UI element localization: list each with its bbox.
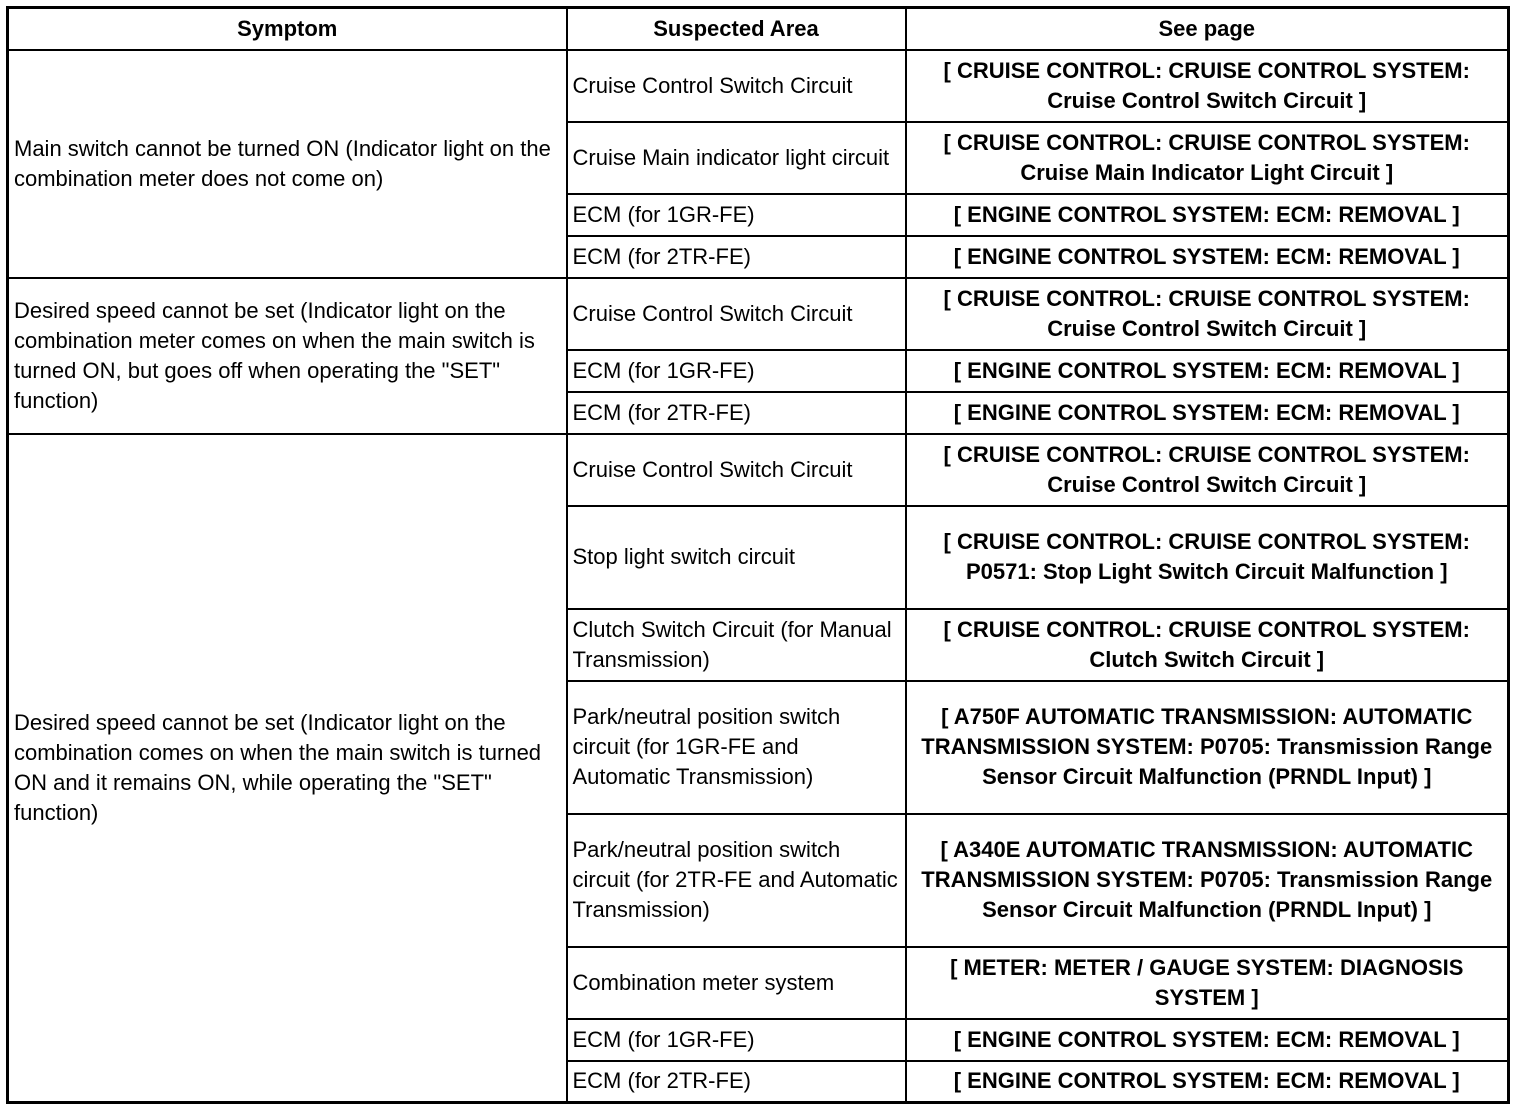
see-page-link[interactable]: [ CRUISE CONTROL: CRUISE CONTROL SYSTEM: Clutch Switch Circuit ] (906, 609, 1509, 681)
table-row (8, 434, 1509, 506)
suspected-area-cell: ECM (for 2TR-FE) (567, 1061, 906, 1103)
header-row (8, 8, 1509, 50)
suspected-area-cell: ECM (for 1GR-FE) (567, 350, 906, 392)
see-page-link[interactable]: [ ENGINE CONTROL SYSTEM: ECM: REMOVAL ] (906, 392, 1509, 434)
suspected-area-cell: Clutch Switch Circuit (for Manual Transmission) (567, 609, 906, 681)
suspected-area-cell: Cruise Control Switch Circuit (567, 434, 906, 506)
see-page-link[interactable]: [ A340E AUTOMATIC TRANSMISSION: AUTOMATIC TRANSMISSION SYSTEM: P0705: Transmission Range Sensor Circuit Malfunction (PRNDL Input) ] (906, 814, 1509, 947)
see-page-link[interactable]: [ CRUISE CONTROL: CRUISE CONTROL SYSTEM: Cruise Control Switch Circuit ] (906, 434, 1509, 506)
see-page-link[interactable]: [ ENGINE CONTROL SYSTEM: ECM: REMOVAL ] (906, 194, 1509, 236)
see-page-link[interactable]: [ ENGINE CONTROL SYSTEM: ECM: REMOVAL ] (906, 350, 1509, 392)
see-page-link[interactable]: [ ENGINE CONTROL SYSTEM: ECM: REMOVAL ] (906, 1019, 1509, 1061)
header-symptom: Symptom (8, 8, 567, 50)
symptom-cell: Desired speed cannot be set (Indicator light on the combination comes on when the main switch is turned ON and it remains ON, while operating the "SET" function) (8, 434, 567, 1103)
suspected-area-cell: Cruise Control Switch Circuit (567, 278, 906, 350)
suspected-area-cell: Park/neutral position switch circuit (for 2TR-FE and Automatic Transmission) (567, 814, 906, 947)
header-suspected-area: Suspected Area (567, 8, 906, 50)
suspected-area-cell: ECM (for 1GR-FE) (567, 1019, 906, 1061)
header-see-page: See page (906, 8, 1509, 50)
see-page-link[interactable]: [ METER: METER / GAUGE SYSTEM: DIAGNOSIS SYSTEM ] (906, 947, 1509, 1019)
suspected-area-cell: ECM (for 2TR-FE) (567, 236, 906, 278)
see-page-link[interactable]: [ CRUISE CONTROL: CRUISE CONTROL SYSTEM: P0571: Stop Light Switch Circuit Malfunction ] (906, 506, 1509, 609)
see-page-link[interactable]: [ CRUISE CONTROL: CRUISE CONTROL SYSTEM: Cruise Control Switch Circuit ] (906, 278, 1509, 350)
suspected-area-cell: Park/neutral position switch circuit (for 1GR-FE and Automatic Transmission) (567, 681, 906, 814)
see-page-link[interactable]: [ CRUISE CONTROL: CRUISE CONTROL SYSTEM: Cruise Control Switch Circuit ] (906, 50, 1509, 122)
table-row (8, 278, 1509, 350)
table-row (8, 50, 1509, 122)
troubleshooting-table (6, 6, 1510, 1104)
symptom-cell: Main switch cannot be turned ON (Indicator light on the combination meter does not come on) (8, 50, 567, 278)
suspected-area-cell: Cruise Control Switch Circuit (567, 50, 906, 122)
suspected-area-cell: ECM (for 1GR-FE) (567, 194, 906, 236)
see-page-link[interactable]: [ ENGINE CONTROL SYSTEM: ECM: REMOVAL ] (906, 1061, 1509, 1103)
symptom-cell: Desired speed cannot be set (Indicator light on the combination meter comes on when the main switch is turned ON, but goes off when operating the "SET" function) (8, 278, 567, 434)
see-page-link[interactable]: [ CRUISE CONTROL: CRUISE CONTROL SYSTEM: Cruise Main Indicator Light Circuit ] (906, 122, 1509, 194)
see-page-link[interactable]: [ ENGINE CONTROL SYSTEM: ECM: REMOVAL ] (906, 236, 1509, 278)
suspected-area-cell: Combination meter system (567, 947, 906, 1019)
suspected-area-cell: Cruise Main indicator light circuit (567, 122, 906, 194)
suspected-area-cell: ECM (for 2TR-FE) (567, 392, 906, 434)
suspected-area-cell: Stop light switch circuit (567, 506, 906, 609)
see-page-link[interactable]: [ A750F AUTOMATIC TRANSMISSION: AUTOMATIC TRANSMISSION SYSTEM: P0705: Transmission Range Sensor Circuit Malfunction (PRNDL Input) ] (906, 681, 1509, 814)
